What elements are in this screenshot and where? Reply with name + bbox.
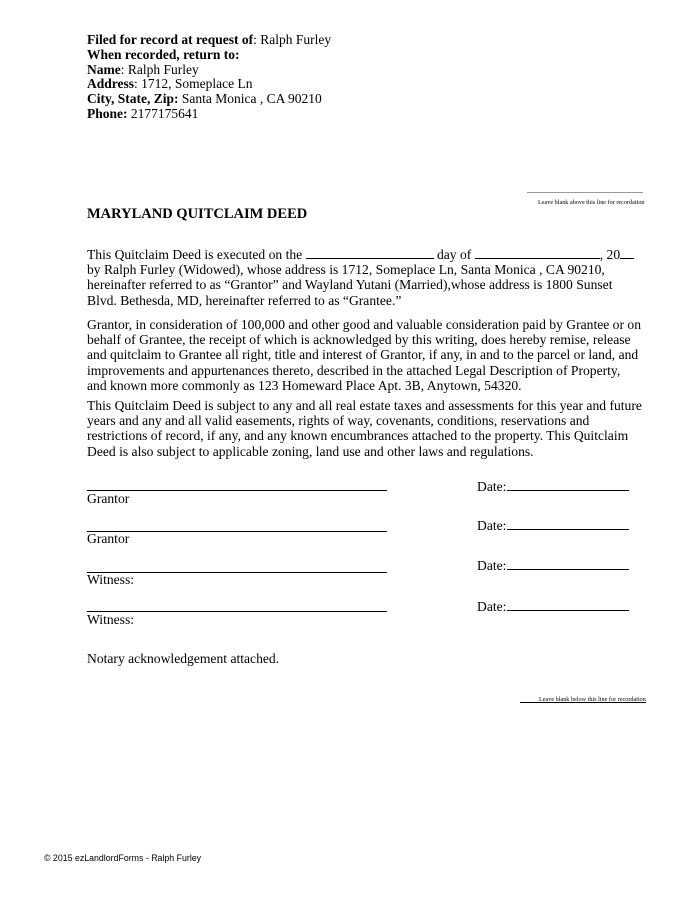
date-label: Date: — [477, 599, 507, 614]
when-recorded-label: When recorded, return to: — [87, 46, 240, 62]
filed-value: : Ralph Furley — [253, 32, 332, 47]
phone-label: Phone: — [87, 105, 128, 121]
recordation-line-above — [527, 192, 643, 193]
filed-label: Filed for record at request of — [87, 32, 254, 47]
subject-to-paragraph: This Quitclaim Deed is subject to any and all real estate taxes and assessments for this year and future years and any and all valid easements, rights of way, covenants, conditions, reservations and restrictions of record, if any, and any known encumbrances attached to the property. This Quitclaim Deed is also subject to applicable zoning, land use and other laws and regulations. — [87, 398, 642, 459]
return-address-block — [87, 33, 331, 122]
date-field[interactable] — [477, 518, 629, 534]
signature-line[interactable] — [87, 490, 387, 491]
date-label: Date: — [477, 518, 507, 533]
date-field[interactable] — [477, 479, 629, 495]
signature-label: Witness: — [87, 572, 135, 587]
address-value: : 1712, Someplace Ln — [134, 76, 253, 92]
city-state-zip-value: Santa Monica , CA 90210 — [178, 91, 322, 107]
year-blank[interactable] — [620, 247, 634, 259]
recordation-note-below: Leave blank below this line for recordation — [539, 696, 646, 703]
execution-paragraph — [87, 247, 643, 308]
signature-label: Grantor — [87, 531, 130, 546]
name-label: Name — [87, 61, 121, 77]
signature-label: Grantor — [87, 491, 130, 506]
consideration-paragraph: Grantor, in consideration of 100,000 and other good and valuable consideration paid by Grantee or on behalf of Grantee, the receipt of which is acknowledged by this writing, does hereby remise, release and quitclaim to Grantee all right, title and interest of Grantor, if any, in and to the parcel or land, and improvements and appurtenances thereto, described in the attached Legal Description of Property, and known more commonly as 123 Homeward Place Apt. 3B, Anytown, 54320. — [87, 317, 641, 393]
copyright-footer: © 2015 ezLandlordForms - Ralph Furley — [44, 853, 202, 863]
date-blank[interactable] — [507, 599, 629, 611]
day-blank[interactable] — [306, 247, 434, 259]
execution-text-c: , 20 — [599, 247, 621, 262]
execution-text-b: day of — [433, 247, 475, 262]
execution-text-a: This Quitclaim Deed is executed on the — [87, 247, 306, 262]
date-blank[interactable] — [507, 558, 629, 570]
date-blank[interactable] — [507, 479, 629, 491]
name-value: : Ralph Furley — [120, 61, 199, 77]
recordation-line-below — [520, 702, 540, 703]
document-title: MARYLAND QUITCLAIM DEED — [87, 206, 308, 222]
date-field[interactable] — [477, 599, 629, 615]
signature-line[interactable] — [87, 531, 387, 532]
recordation-note-above: Leave blank above this line for recordation — [538, 199, 645, 206]
date-label: Date: — [477, 479, 507, 494]
phone-value: 2177175641 — [127, 105, 199, 121]
city-state-zip-label: City, State, Zip: — [87, 91, 179, 107]
signature-label: Witness: — [87, 612, 135, 627]
month-blank[interactable] — [475, 247, 600, 259]
date-label: Date: — [477, 558, 507, 573]
date-field[interactable] — [477, 558, 629, 574]
date-blank[interactable] — [507, 518, 629, 530]
address-label: Address — [87, 76, 135, 92]
notary-note: Notary acknowledgement attached. — [87, 651, 280, 666]
execution-text-d: by Ralph Furley (Widowed), whose address is 1712, Someplace Ln, Santa Monica , CA 90210, hereinafter referred to as “Grantor” and Wayland Yutani (Married),whose address is 1800 Sunset Blvd. Bethesda, MD, hereinafter referred to as “Grantee.” — [87, 262, 613, 308]
